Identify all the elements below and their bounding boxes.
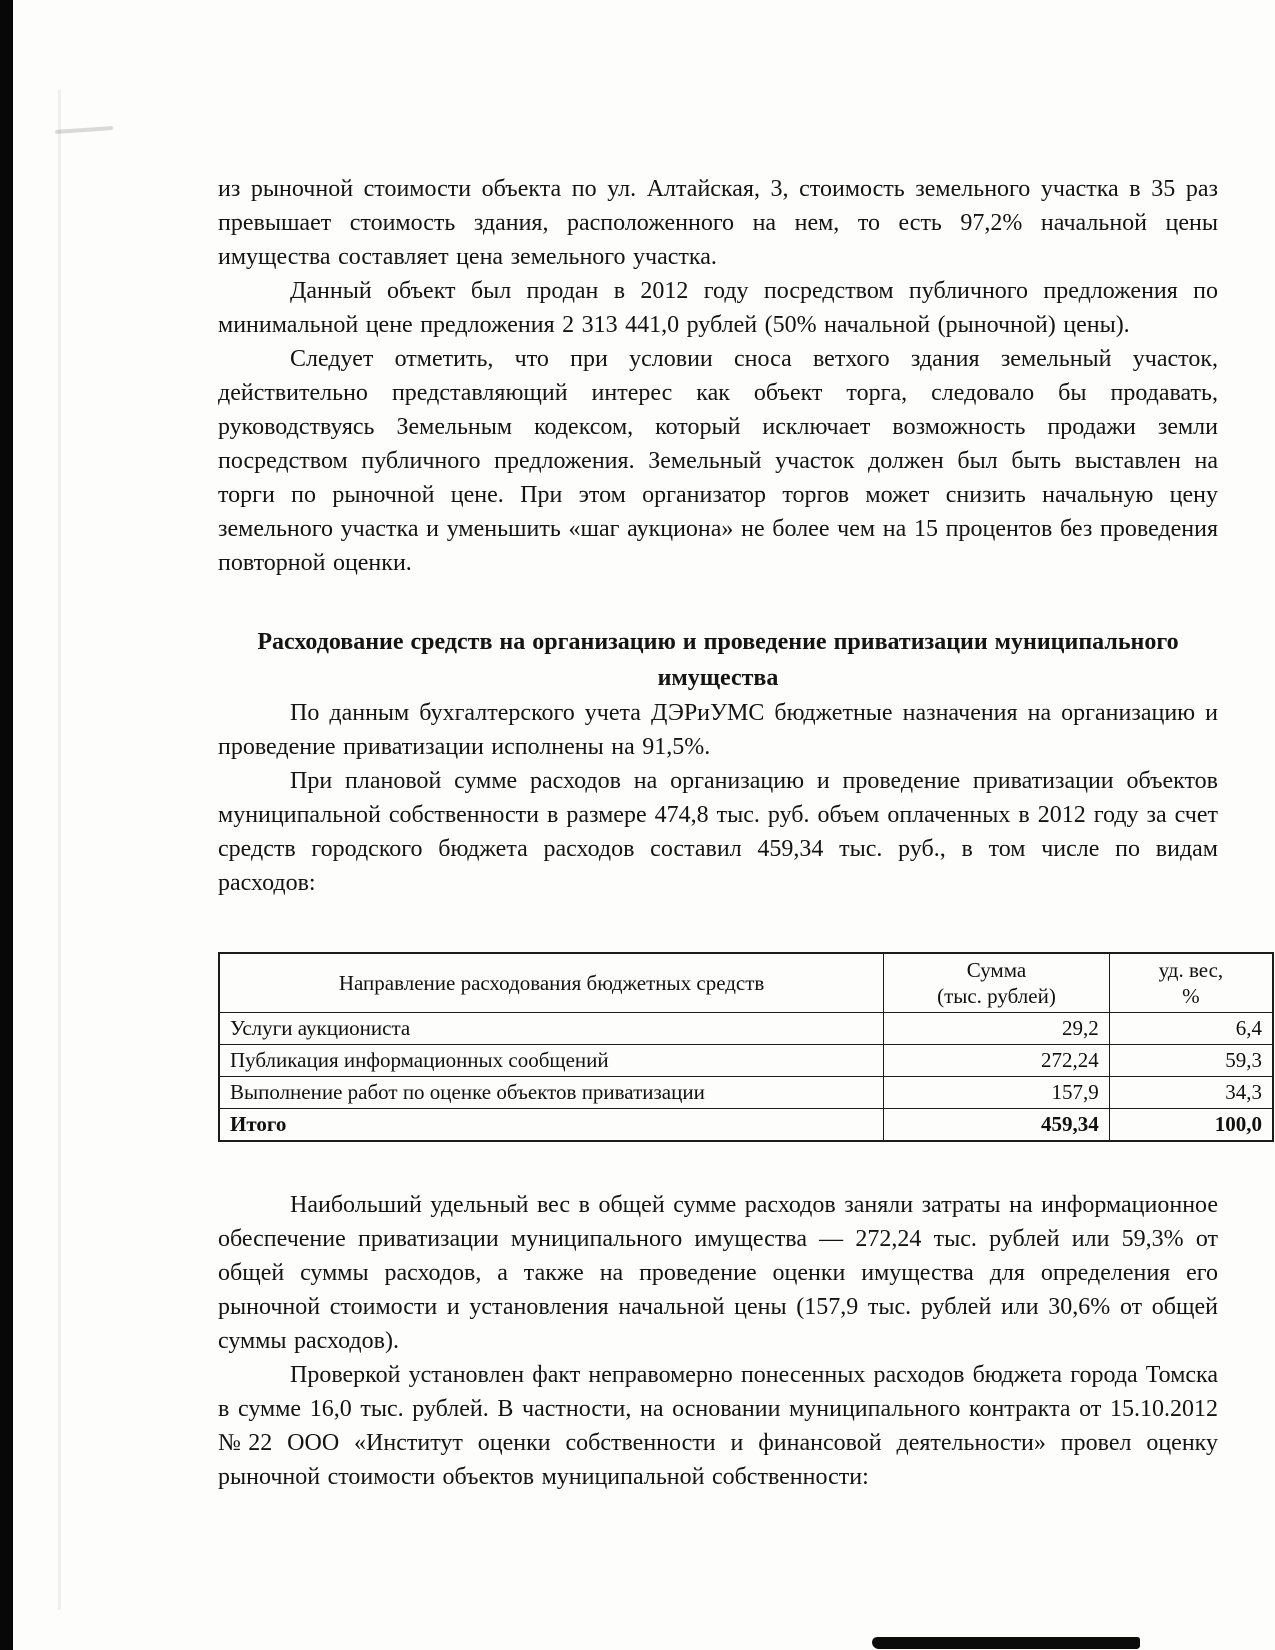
paragraph-land-code: Следует отметить, что при условии сноса ветхого здания земельный участок, действительно представляющий интерес как объект торга, следовало бы продавать, руководствуясь Земельным кодексом, который исключает возможность продажи земли посредством публичного предложения. Земельный участок должен был быть выставлен на торги по рыночной цене. При этом организатор торгов может снизить начальную цену земельного участка и уменьшить «шаг аукциона» не более чем на 15 процентов без проведения повторной оценки. (218, 346, 1218, 576)
scan-fold-artifact (58, 90, 61, 1610)
text-column (218, 172, 1262, 1494)
scan-smudge-bottom (872, 1637, 1140, 1649)
scan-smudge-top (55, 126, 113, 134)
cell-direction: Услуги аукциониста (219, 1013, 884, 1045)
table-row (219, 1077, 1273, 1109)
table-row (219, 1013, 1273, 1045)
table-header-row (219, 953, 1273, 1013)
scan-edge-artifact (0, 0, 13, 1650)
cell-direction: Публикация информационных сообщений (219, 1045, 884, 1077)
cell-direction: Выполнение работ по оценке объектов приватизации (219, 1077, 884, 1109)
paragraph-sold-2012: Данный объект был продан в 2012 году посредством публичного предложения по минимальной цене предложения 2 313 441,0 рублей (50% начальной (рыночной) цены). (218, 278, 1218, 338)
section-heading: Расходование средств на организацию и проведение приватизации муниципального имущества (257, 629, 1179, 691)
col-header-share-line1: уд. вес, (1158, 958, 1224, 982)
cell-sum: 157,9 (884, 1077, 1110, 1109)
col-header-direction: Направление расходования бюджетных средств (219, 953, 884, 1013)
cell-sum: 272,24 (884, 1045, 1110, 1077)
paragraph-largest-share: Наибольший удельный вес в общей сумме расходов заняли затраты на информационное обеспечение приватизации муниципального имущества — 272,24 тыс. рублей или 59,3% от общей суммы расходов, а также на проведение оценки имущества для определения его рыночной стоимости и установления начальной цены (157,9 тыс. рублей или 30,6% от общей суммы расходов). (218, 1192, 1218, 1354)
cell-sum: 29,2 (884, 1013, 1110, 1045)
cell-total-sum: 459,34 (884, 1109, 1110, 1142)
cell-total-label: Итого (219, 1109, 884, 1142)
expenses-table (218, 952, 1274, 1142)
col-header-sum-line1: Сумма (966, 958, 1027, 982)
cell-total-share: 100,0 (1109, 1109, 1273, 1142)
cell-share: 6,4 (1109, 1013, 1273, 1045)
col-header-sum (884, 953, 1110, 1013)
paragraph-violation: Проверкой установлен факт неправомерно понесенных расходов бюджета города Томска в сумме 16,0 тыс. рублей. В частности, на основании муниципального контракта от 15.10.2012 №22 ООО «Институт оценки собственности и финансовой деятельности» провел оценку рыночной стоимости объектов муниципальной собственности: (218, 1362, 1218, 1490)
cell-share: 59,3 (1109, 1045, 1273, 1077)
col-header-share (1109, 953, 1273, 1013)
table-row (219, 1045, 1273, 1077)
paragraph-planned-expenses: При плановой сумме расходов на организацию и проведение приватизации объектов муниципальной собственности в размере 474,8 тыс. руб. объем оплаченных в 2012 году за счет средств городского бюджета расходов составил 459,34 тыс. руб., в том числе по видам расходов: (218, 768, 1218, 896)
paragraph-altayskaya: из рыночной стоимости объекта по ул. Алтайская, 3, стоимость земельного участка в 35 раз превышает стоимость здания, расположенного на нем, то есть 97,2% начальной цены имущества составляет цена земельного участка. (218, 176, 1218, 270)
table-total-row (219, 1109, 1273, 1142)
paragraph-accounting: По данным бухгалтерского учета ДЭРиУМС бюджетные назначения на организацию и проведение приватизации исполнены на 91,5%. (218, 700, 1218, 760)
cell-share: 34,3 (1109, 1077, 1273, 1109)
col-header-sum-line2: (тыс. рублей) (937, 984, 1056, 1008)
col-header-share-line2: % (1182, 984, 1200, 1008)
